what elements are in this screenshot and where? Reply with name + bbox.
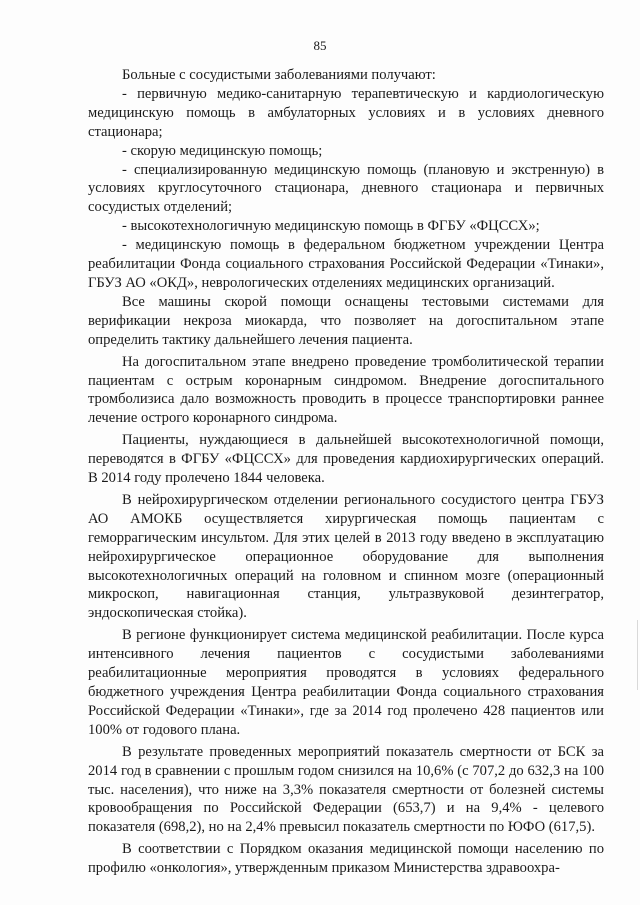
- page-number: 85: [313, 38, 327, 53]
- paragraph: В соответствии с Порядком оказания медицинской помощи населению по профилю «онкология», утвержденным приказом Министерства здравоохра-: [88, 841, 604, 877]
- list-item: - первичную медико-санитарную терапевтическую и кардиологическую медицинскую помощь в амбулаторных условиях и в условиях дневного стационара;: [88, 85, 604, 140]
- paragraph: В регионе функционирует система медицинской реабилитации. После курса интенсивного лечения пациентов с сосудистыми заболеваниями реабилитационные мероприятия проводятся в условиях федерального бюджетного учреждения Центра реабилитации Фонда социального страхования Российской Федерации «Тинаки», где за 2014 год пролечено 428 пациентов или 100% от годового плана.: [88, 627, 604, 738]
- paragraph: На догоспитальном этапе внедрено проведение тромболитической терапии пациентам с острым коронарным синдромом. Внедрение догоспитального тромболизиса дало возможность проводить в процессе транспортировки раннее лечение острого коронарного синдрома.: [88, 353, 604, 427]
- paragraph: В нейрохирургическом отделении регионального сосудистого центра ГБУЗ АО АМОКБ осуществляется хирургическая помощь пациентам с геморрагическим инсультом. Для этих целей в 2013 году введено в эксплуатацию нейрохирургическое операционное оборудование для выполнения высокотехнологичных операций на головном и спинном мозге (операционный микроскоп, навигационная станция, ультразвуковой дезинтегратор, эндоскопическая стойка).: [88, 491, 604, 622]
- list-item: - медицинскую помощь в федеральном бюджетном учреждении Центра реабилитации Фонда социального страхования Российской Федерации «Тинаки», ГБУЗ АО «ОКД», неврологических отделениях медицинских организаций.: [88, 237, 604, 291]
- body-text: [88, 66, 604, 878]
- paragraph: Пациенты, нуждающиеся в дальнейшей высокотехнологичной помощи, переводятся в ФГБУ «ФЦССХ» для проведения кардиохирургических операций. В 2014 году пролечено 1844 человека.: [88, 432, 604, 487]
- list-item: - специализированную медицинскую помощь (плановую и экстренную) в условиях круглосуточного стационара, дневного стационара и первичных сосудистых отделений;: [88, 161, 604, 216]
- paragraph: Все машины скорой помощи оснащены тестовыми системами для верификации некроза миокарда, что позволяет на догоспитальном этапе определить тактику дальнейшего лечения пациента.: [88, 293, 604, 348]
- list-item: - скорую медицинскую помощь;: [122, 142, 323, 159]
- paragraph: Больные с сосудистыми заболеваниями получают:: [122, 67, 436, 83]
- paragraph: В результате проведенных мероприятий показатель смертности от БСК за 2014 год в сравнении с прошлым годом снизился на 10,6% (с 707,2 до 632,3 на 100 тыс. населения), что ниже на 3,3% показателя смертности от болезней системы кровообращения по Российской Федерации (653,7) и на 9,4% - целевого показателя (698,2), но на 2,4% превысил показатель смертности по ЮФО (617,5).: [88, 743, 604, 836]
- list-item: - высокотехнологичную медицинскую помощь в ФГБУ «ФЦССХ»;: [122, 218, 540, 235]
- scan-edge-mark: [637, 620, 638, 690]
